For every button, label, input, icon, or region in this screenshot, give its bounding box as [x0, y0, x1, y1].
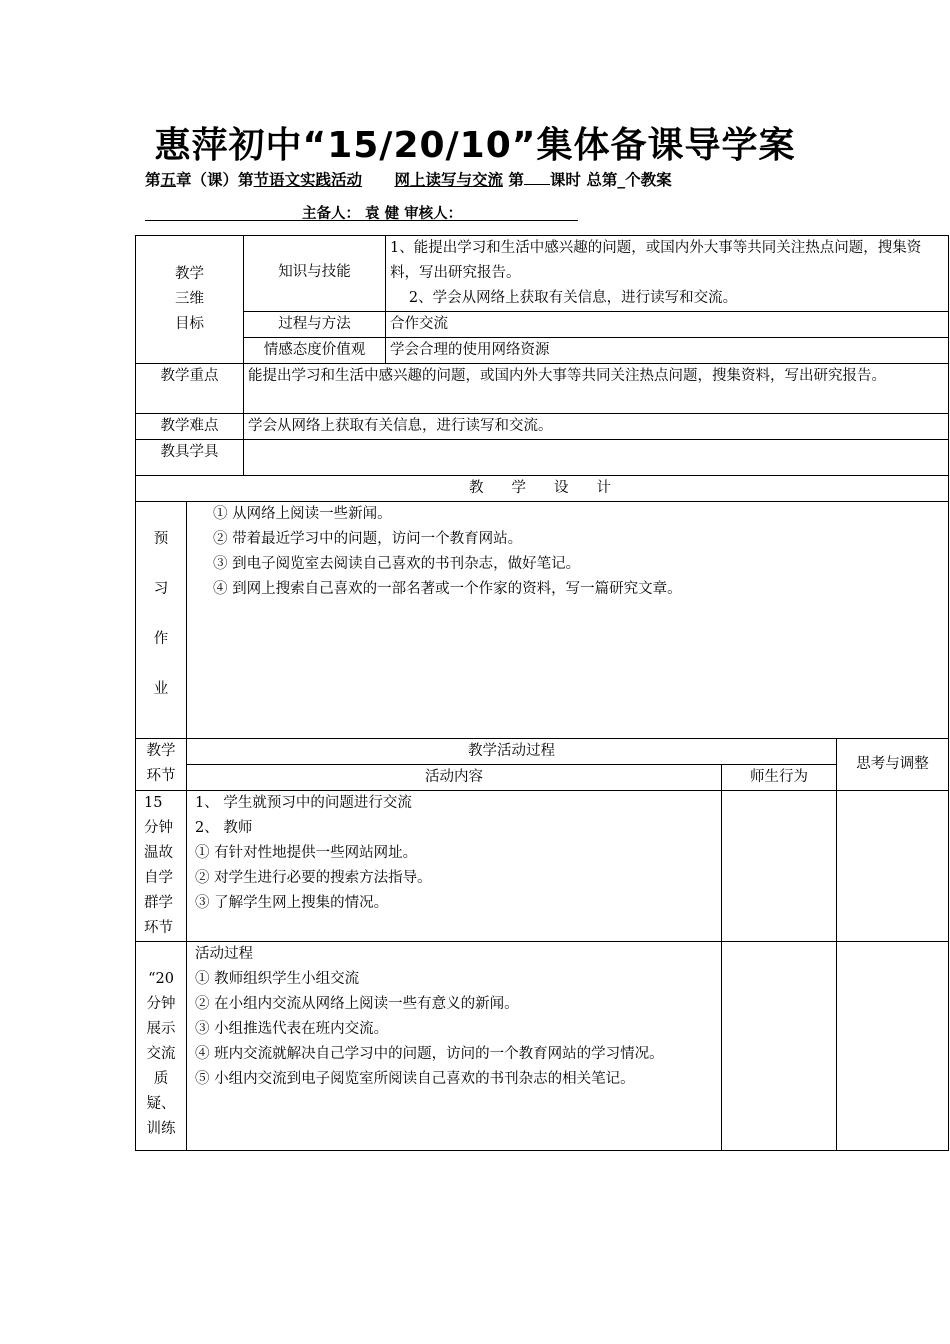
- stage2-item: 活动过程: [195, 946, 253, 962]
- period-blank: [524, 170, 550, 185]
- stage2-label-line: 分钟: [146, 996, 176, 1012]
- chapter-number: 五: [160, 171, 177, 189]
- stage2-label-line: 交流: [146, 1046, 176, 1062]
- stage1-item: ② 对学生进行必要的搜索方法指导。: [195, 870, 432, 886]
- document-title: 惠萍初中“15/20/10”集体备课导学案: [154, 125, 796, 166]
- stage1-label-line: 温故: [144, 845, 173, 861]
- stage1-item: ③ 了解学生网上搜集的情况。: [195, 895, 389, 911]
- stage2-item: ④ 班内交流就解决自己学习中的问题，访问的一个教育网站的学习情况。: [195, 1046, 664, 1062]
- teacher-student-header: 师生行为: [722, 765, 837, 791]
- period-suffix: 课时: [549, 171, 581, 189]
- process-header: 教学活动过程: [187, 739, 837, 765]
- preview-item: ① 从网络上阅读一些新闻。: [213, 506, 392, 522]
- chapter-info-line: [145, 168, 815, 190]
- focus-text: 能提出学习和生活中感兴趣的问题，或国内外大事等共同关注热点问题，搜集资料，写出研究报告。: [244, 364, 949, 414]
- focus-row: [136, 364, 949, 414]
- preview-label-char: 作: [153, 631, 169, 647]
- period-prefix: 第: [508, 171, 524, 189]
- objectives-label-line: 三维: [175, 291, 204, 307]
- stage2-teacher-student-cell: [722, 942, 837, 1151]
- stage2-row: [136, 942, 949, 1151]
- stage1-label-line: 环节: [144, 920, 173, 936]
- design-header: 教学设计: [136, 476, 949, 502]
- stage2-item: ③ 小组推选代表在班内交流。: [195, 1021, 389, 1037]
- emotion-label: 情感态度价值观: [244, 338, 386, 364]
- section-name: 节语文实践活动: [253, 171, 363, 189]
- process-header-row: [136, 739, 949, 765]
- design-header-row: [136, 476, 949, 502]
- stage1-reflection-cell: [837, 791, 949, 942]
- reflection-header: 思考与调整: [837, 739, 949, 791]
- preview-label-char: 业: [153, 681, 169, 697]
- preview-item: ③ 到电子阅览室去阅读自己喜欢的书刊杂志，做好笔记。: [213, 556, 581, 572]
- difficulty-text: 学会从网络上获取有关信息，进行读写和交流。: [244, 414, 949, 440]
- focus-label: 教学重点: [136, 364, 244, 414]
- knowledge-text-cell: [386, 236, 949, 312]
- tools-row: [136, 440, 949, 476]
- objectives-label-line: 教学: [175, 266, 204, 282]
- stage-header-line: 教学: [146, 743, 176, 759]
- stage1-item: 2、 教师: [195, 820, 253, 836]
- stage2-item: ① 教师组织学生小组交流: [195, 971, 360, 987]
- tools-text: [244, 440, 949, 476]
- lesson-plan-table: [135, 235, 949, 1151]
- knowledge-text-2: 2、学会从网络上获取有关信息，进行读写和交流。: [408, 290, 738, 306]
- difficulty-label: 教学难点: [136, 414, 244, 440]
- stage1-teacher-student-cell: [722, 791, 837, 942]
- stage2-item: ② 在小组内交流从网络上阅读一些有意义的新闻。: [195, 996, 519, 1012]
- stage2-label-line: 训练: [146, 1121, 176, 1137]
- objective-emotion-row: [136, 338, 949, 364]
- stage2-content-cell: [187, 942, 722, 1151]
- stage2-label-cell: [136, 942, 187, 1151]
- preparer-line: [145, 200, 578, 221]
- stage1-item: 1、 学生就预习中的问题进行交流: [195, 795, 412, 811]
- preview-row: [136, 502, 949, 739]
- process-text: 合作交流: [386, 312, 949, 338]
- stage1-label-line: 群学: [144, 895, 173, 911]
- objective-process-row: [136, 312, 949, 338]
- preview-item: ④ 到网上搜索自己喜欢的一部名著或一个作家的资料，写一篇研究文章。: [213, 581, 682, 597]
- stage1-item: ① 有针对性地提供一些网站网址。: [195, 845, 418, 861]
- objective-knowledge-row: [136, 236, 949, 312]
- stage1-row: [136, 791, 949, 942]
- preview-items-cell: [187, 502, 949, 739]
- stage1-label-line: 分钟: [144, 820, 173, 836]
- objectives-label-cell: [136, 236, 244, 364]
- chapter-prefix: 第: [145, 171, 161, 189]
- preview-label-char: 预: [153, 531, 169, 547]
- stage1-label-cell: [136, 791, 187, 942]
- preview-item: ② 带着最近学习中的问题，访问一个教育网站。: [213, 531, 523, 547]
- objectives-label-line: 目标: [175, 316, 204, 332]
- stage2-reflection-cell: [837, 942, 949, 1151]
- stage1-label-line: 15: [144, 795, 163, 811]
- stage2-label-line: 质: [153, 1071, 169, 1087]
- content-header: 活动内容: [187, 765, 722, 791]
- stage2-item: ⑤ 小组内交流到电子阅览室所阅读自己喜欢的书刊杂志的相关笔记。: [195, 1071, 635, 1087]
- stage2-label-line: 展示: [146, 1021, 176, 1037]
- stage2-label-line: 疑、: [146, 1096, 176, 1112]
- preparer-text: 主备人： 袁 健 审核人：: [302, 206, 463, 222]
- preview-label-cell: [136, 502, 187, 739]
- process-label: 过程与方法: [244, 312, 386, 338]
- knowledge-text-1: 1、能提出学习和生活中感兴趣的问题，或国内外大事等共同关注热点问题，搜集资料，写出研究报告。: [390, 240, 922, 281]
- activity-name: 网上读写与交流: [394, 171, 503, 189]
- process-subheader-row: [136, 765, 949, 791]
- preview-label-char: 习: [153, 581, 169, 597]
- stage1-label-line: 自学: [144, 870, 173, 886]
- stage-header-cell: [136, 739, 187, 791]
- stage-header-line: 环节: [146, 768, 176, 784]
- stage1-content-cell: [187, 791, 722, 942]
- stage2-label-line: “20: [148, 971, 174, 987]
- tools-label: 教具学具: [136, 440, 244, 476]
- difficulty-row: [136, 414, 949, 440]
- chapter-suffix: 章（课）第: [176, 171, 254, 189]
- total-plans-label: 总第_个教案: [586, 171, 672, 189]
- knowledge-label: 知识与技能: [244, 236, 386, 312]
- emotion-text: 学会合理的使用网络资源: [386, 338, 949, 364]
